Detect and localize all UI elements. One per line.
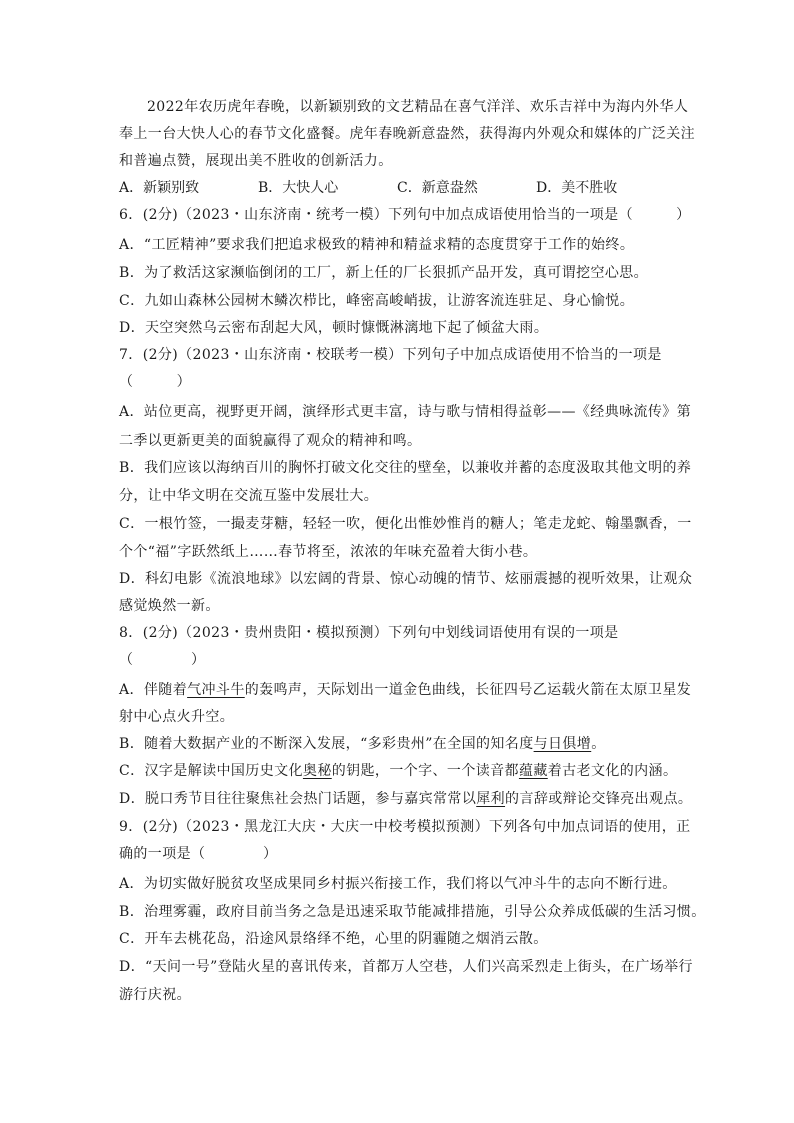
intro-option-d: D．美不胜收 xyxy=(536,180,618,196)
q8-a-post: 的轰鸣声，天际划出一道金色曲线，长征四号乙运载火箭在太原卫星发 xyxy=(244,682,692,698)
q6-option-a: A．“工匠精神”要求我们把追求极致的精神和精益求精的态度贯穿于工作的始终。 xyxy=(119,237,635,253)
q8-option-a-line1 xyxy=(119,681,691,699)
q8-b-pre: B．随着大数据产业的不断深入发展，“多彩贵州”在全国的知名度 xyxy=(119,736,534,752)
q7-option-d-line1: D．科幻电影《流浪地球》以宏阔的背景、惊心动魄的情节、炫丽震撼的视听效果，让观众 xyxy=(119,571,693,587)
q8-d-post: 的言辞或辩论交锋亮出观点。 xyxy=(505,791,693,807)
q8-d-pre: D．脱口秀节目往往聚焦社会热门话题，参与嘉宾常常以 xyxy=(119,791,477,807)
q6-option-d: D．天空突然乌云密布刮起大风，顿时慷慨淋漓地下起了倾盆大雨。 xyxy=(119,320,549,336)
q7-option-c-line1: C．一根竹签，一撮麦芽糖，轻轻一吹，便化出惟妙惟肖的糖人；笔走龙蛇、翰墨飘香，一 xyxy=(119,516,692,532)
q9-option-d-line1: D．“天问一号”登陆火星的喜讯传来，首都万人空巷，人们兴高采烈走上街头，在广场举行 xyxy=(119,959,693,975)
intro-option-a: A．新颖别致 xyxy=(119,180,200,196)
q8-option-d xyxy=(119,790,692,808)
q6-option-b: B．为了救活这家濒临倒闭的工厂，新上任的厂长狠抓产品开发，真可谓挖空心思。 xyxy=(119,265,649,281)
q6-option-c: C．九如山森林公园树木鳞次栉比，峰密高峻峭拔，让游客流连驻足、身心愉悦。 xyxy=(119,293,635,309)
q9-option-d-line2: 游行庆祝。 xyxy=(119,987,191,1003)
q7-option-a-line2: 二季以更新更美的面貌赢得了观众的精神和鸣。 xyxy=(119,433,422,449)
intro-line-2: 奉上一台大快人心的春节文化盛餐。虎年春晚新意盎然，获得海内外观众和媒体的广泛关注 xyxy=(119,126,695,142)
intro-line-3: 和普遍点赞，展现出美不胜收的创新活力。 xyxy=(119,153,393,169)
q8-answer-paren: （ ） xyxy=(119,652,206,668)
q8-option-a-line2: 射中心点火升空。 xyxy=(119,709,235,725)
q8-c-post: 着古老文化的内涵。 xyxy=(547,763,678,779)
q7-answer-paren: （ ） xyxy=(119,374,191,390)
q8-c-pre: C．汉字是解读中国历史文化 xyxy=(119,763,303,779)
q8-a-underlined-term: 气冲斗牛 xyxy=(187,682,245,698)
q7-option-b-line1: B．我们应该以海纳百川的胸怀打破文化交往的壁垒，以兼收并蓄的态度汲取其他文明的养 xyxy=(119,460,692,476)
q9-option-a: A．为切实做好脱贫攻坚成果同乡村振兴衔接工作，我们将以气冲斗牛的志向不断行进。 xyxy=(119,876,677,892)
intro-option-b: B．大快人心 xyxy=(258,180,339,196)
q8-a-pre: A．伴随着 xyxy=(119,682,188,698)
intro-line-1: 2022年农历虎年春晚，以新颖别致的文艺精品在喜气洋洋、欢乐吉祥中为海内外华人 xyxy=(147,99,689,115)
q8-option-b xyxy=(119,735,606,753)
q8-d-underlined-term: 犀利 xyxy=(476,791,506,807)
q8-c-underlined-term-2: 蕴藏 xyxy=(518,763,548,779)
q9-stem-line2: 确的一项是（ ） xyxy=(119,846,278,862)
q8-c-mid: 的钥匙，一个字、一个读音都 xyxy=(331,763,519,779)
q8-b-post: 。 xyxy=(591,736,606,752)
q6-stem: 6．(2分)（2023・山东济南・统考一模）下列句中加点成语使用恰当的一项是（ ） xyxy=(119,207,691,223)
q8-stem: 8．(2分)（2023・贵州贵阳・模拟预测）下列句中划线词语使用有误的一项是 xyxy=(119,625,619,641)
q9-stem-line1: 9．(2分)（2023・黑龙江大庆・大庆一中校考模拟预测）下列各句中加点词语的使用，正 xyxy=(119,819,691,835)
q8-option-c xyxy=(119,762,677,780)
q7-option-d-line2: 感觉焕然一新。 xyxy=(119,598,220,614)
q7-stem: 7．(2分)（2023・山东济南・校联考一模）下列句子中加点成语使用不恰当的一项是 xyxy=(119,347,662,363)
q8-c-underlined-term-1: 奥秘 xyxy=(302,763,332,779)
q7-option-b-line2: 分，让中华文明在交流互鉴中发展壮大。 xyxy=(119,488,379,504)
q7-option-a-line1: A．站位更高，视野更开阔，演绎形式更丰富，诗与歌与情相得益彰——《经典咏流传》第 xyxy=(119,404,692,420)
q9-option-c: C．开车去桃花岛，沿途风景络绎不绝，心里的阴霾随之烟消云散。 xyxy=(119,931,548,947)
q8-b-underlined-term: 与日俱增 xyxy=(533,736,592,752)
intro-option-c: C．新意盎然 xyxy=(397,180,478,196)
q9-option-b: B．治理雾霾，政府目前当务之急是迅速采取节能减排措施，引导公众养成低碳的生活习惯。 xyxy=(119,904,706,920)
q7-option-c-line2: 个个“福”字跃然纸上……春节将至，浓浓的年味充盈着大街小巷。 xyxy=(119,544,538,560)
